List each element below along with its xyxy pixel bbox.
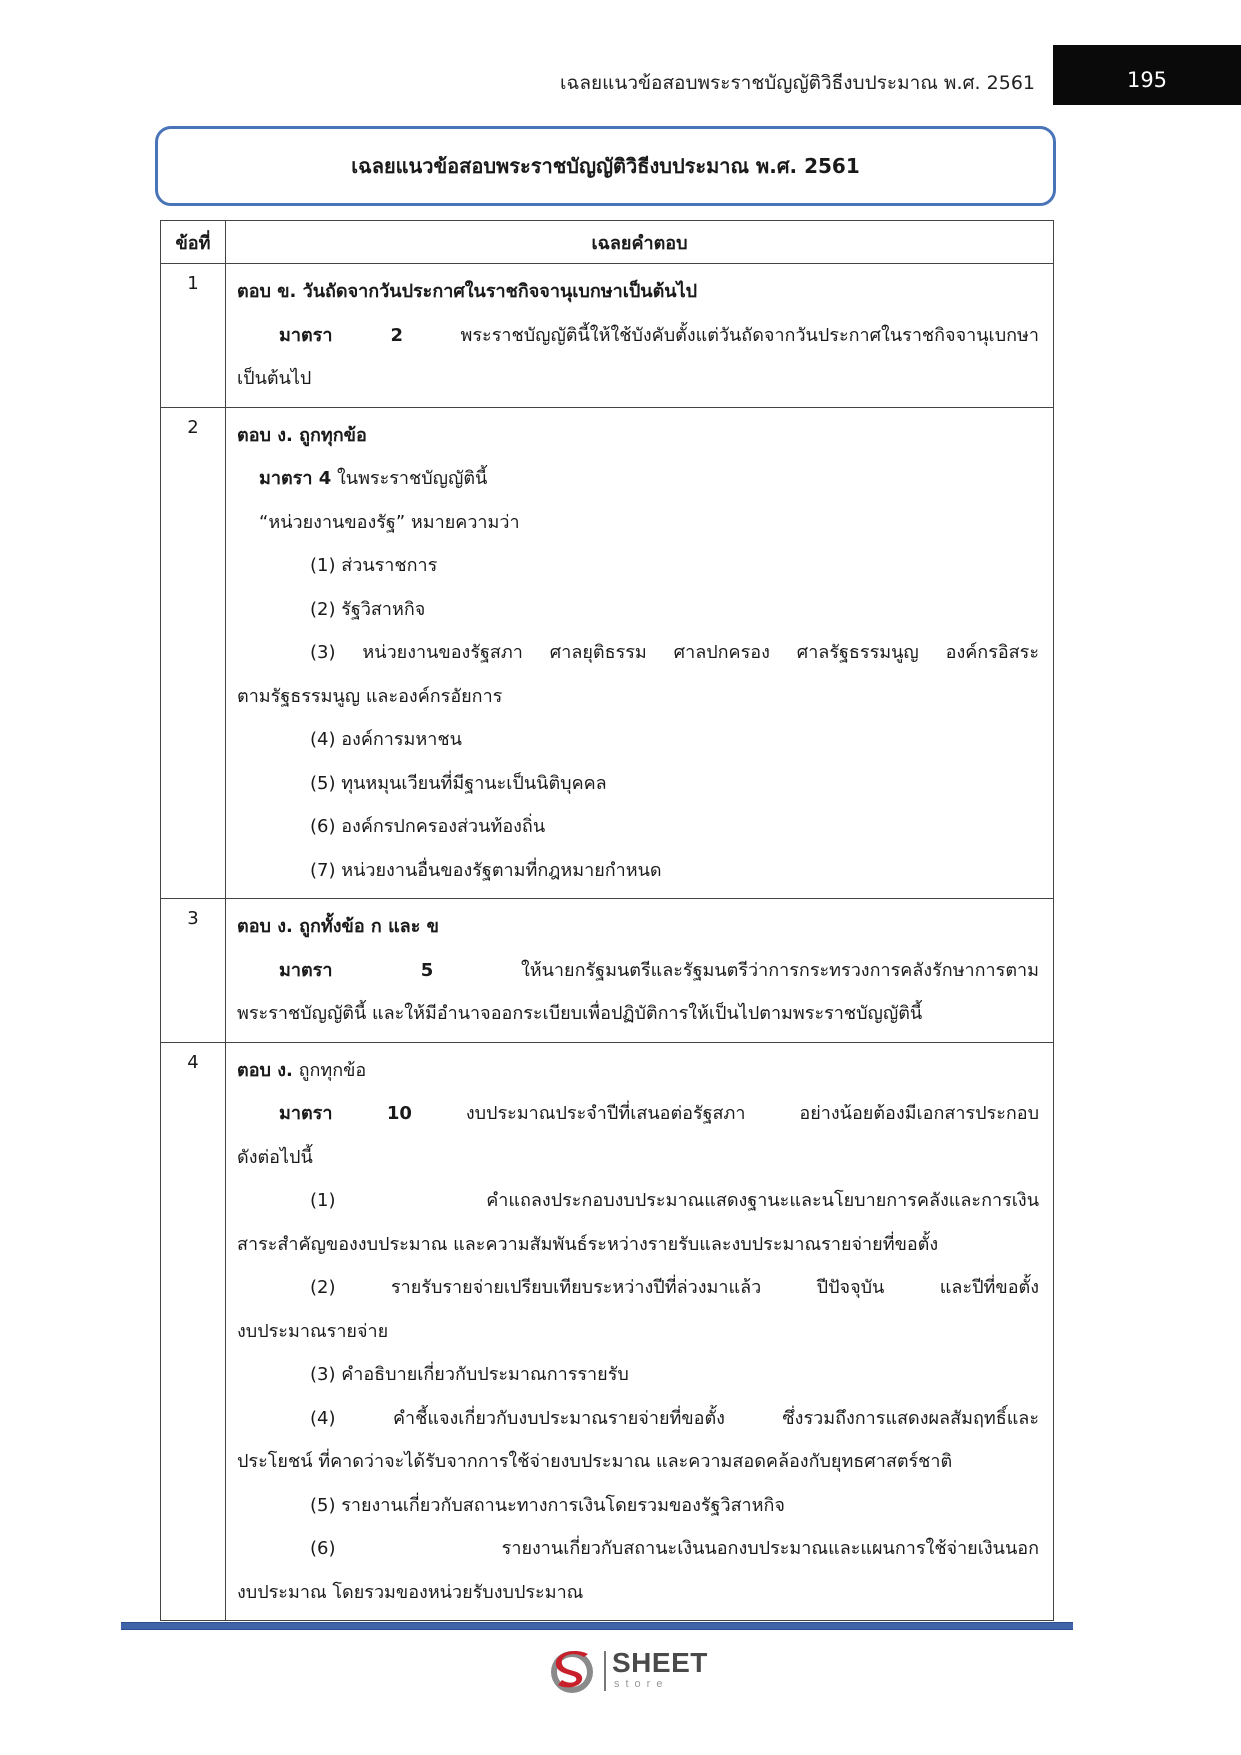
page-title: เฉลยแนวข้อสอบพระราชบัญญัติวิธีงบประมาณ พ.ศ. 2561	[351, 154, 860, 178]
list-item: (1) ส่วนราชการ	[310, 555, 438, 576]
list-item-continued: งบประมาณรายจ่าย	[237, 1320, 389, 1342]
footer-rule	[121, 1622, 1073, 1630]
table-header-row	[161, 221, 1054, 264]
answer-table	[160, 220, 1054, 1621]
list-item-continued: ตามรัฐธรรมนูญ และองค์กรอัยการ	[237, 685, 503, 707]
list-item: (3) หน่วยงานของรัฐสภา ศาลยุติธรรม ศาลปกครอง ศาลรัฐธรรมนูญ องค์กรอิสระ	[310, 642, 1039, 663]
question-number: 1	[161, 264, 226, 408]
list-item: (5) รายงานเกี่ยวกับสถานะทางการเงินโดยรวมของรัฐวิสาหกิจ	[310, 1494, 785, 1516]
list-item: (7) หน่วยงานอื่นของรัฐตามที่กฎหมายกำหนด	[310, 859, 662, 881]
answer-line: ตอบ ง. ถูกทุกข้อ	[237, 424, 367, 446]
page-number: 195	[1053, 45, 1241, 105]
answer-cell	[226, 407, 1054, 899]
explanation-line	[237, 949, 1039, 993]
answer-line: ตอบ ง. ถูกทั้งข้อ ก และ ข	[237, 916, 439, 937]
logo-subtitle: store	[614, 1678, 669, 1690]
list-item-continued: งบประมาณ โดยรวมของหน่วยรับงบประมาณ	[237, 1581, 584, 1603]
list-item: (1) คำแถลงประกอบงบประมาณแสดงฐานะและนโยบายการคลังและการเงิน	[310, 1190, 1039, 1211]
logo-divider	[604, 1651, 606, 1691]
section-text: ให้นายกรัฐมนตรีและรัฐมนตรีว่าการกระทรวงการคลังรักษาการตาม	[520, 959, 1039, 981]
explanation-line: ดังต่อไปนี้	[237, 1146, 313, 1168]
question-number: 3	[161, 899, 226, 1043]
list-item: (3) คำอธิบายเกี่ยวกับประมาณการรายรับ	[310, 1364, 629, 1385]
list-item: (4) คำชี้แจงเกี่ยวกับงบประมาณรายจ่ายที่ขอตั้ง ซึ่งรวมถึงการแสดงผลสัมฤทธิ์และ	[310, 1407, 1039, 1429]
explanation-line	[237, 314, 1039, 358]
list-item: (4) องค์การมหาชน	[310, 729, 462, 750]
section-label: มาตรา 2	[279, 324, 403, 346]
answer-text: ถูกทุกข้อ	[298, 1059, 367, 1081]
list-item: (2) รายรับรายจ่ายเปรียบเทียบระหว่างปีที่ล่วงมาแล้ว ปีปัจจุบัน และปีที่ขอตั้ง	[310, 1277, 1039, 1298]
explanation-line	[237, 457, 1039, 501]
answer-cell	[226, 899, 1054, 1043]
definition-line: “หน่วยงานของรัฐ” หมายความว่า	[259, 511, 520, 533]
answer-line	[237, 1049, 1039, 1093]
list-item: (5) ทุนหมุนเวียนที่มีฐานะเป็นนิติบุคคล	[310, 772, 607, 794]
sheet-store-s-logo-icon	[548, 1645, 600, 1697]
list-item: (2) รัฐวิสาหกิจ	[310, 598, 426, 620]
explanation-line	[237, 1092, 1039, 1136]
sheet-store-logo	[548, 1645, 718, 1697]
answer-cell	[226, 264, 1054, 408]
answer-cell	[226, 1042, 1054, 1621]
section-label: มาตรา 5	[279, 959, 434, 981]
logo-wordmark: SHEET	[612, 1647, 708, 1678]
list-item-continued: สาระสำคัญของงบประมาณ และความสัมพันธ์ระหว่างรายรับและงบประมาณรายจ่ายที่ขอตั้ง	[237, 1233, 939, 1255]
running-header-title: เฉลยแนวข้อสอบพระราชบัญญัติวิธีงบประมาณ พ.ศ. 2561	[559, 72, 1035, 94]
table-row	[161, 264, 1054, 408]
column-header-answer: เฉลยคำตอบ	[226, 221, 1054, 264]
list-item: (6) รายงานเกี่ยวกับสถานะเงินนอกงบประมาณและแผนการใช้จ่ายเงินนอก	[310, 1538, 1039, 1559]
column-header-number: ข้อที่	[161, 221, 226, 264]
explanation-line: พระราชบัญญัตินี้ และให้มีอำนาจออกระเบียบเพื่อปฏิบัติการให้เป็นไปตามพระราชบัญญัตินี้	[237, 1003, 923, 1024]
section-label: มาตรา 4	[259, 468, 332, 489]
question-number: 4	[161, 1042, 226, 1621]
title-box	[155, 126, 1056, 206]
answer-line: ตอบ ข. วันถัดจากวันประกาศในราชกิจจานุเบกษาเป็นต้นไป	[237, 281, 698, 302]
question-number: 2	[161, 407, 226, 899]
table-row	[161, 407, 1054, 899]
section-text: ในพระราชบัญญัตินี้	[336, 468, 488, 489]
table-row	[161, 899, 1054, 1043]
section-label: มาตรา 10	[279, 1103, 412, 1124]
list-item-continued: ประโยชน์ ที่คาดว่าจะได้รับจากการใช้จ่ายงบประมาณ และความสอดคล้องกับยุทธศาสตร์ชาติ	[237, 1451, 953, 1472]
explanation-line: เป็นต้นไป	[237, 368, 312, 389]
section-text: พระราชบัญญัตินี้ให้ใช้บังคับตั้งแต่วันถัดจากวันประกาศในราชกิจจานุเบกษา	[460, 324, 1039, 346]
section-text: งบประมาณประจำปีที่เสนอต่อรัฐสภา อย่างน้อยต้องมีเอกสารประกอบ	[465, 1103, 1039, 1124]
table-row	[161, 1042, 1054, 1621]
answer-prefix: ตอบ ง.	[237, 1059, 293, 1081]
list-item: (6) องค์กรปกครองส่วนท้องถิ่น	[310, 816, 546, 837]
